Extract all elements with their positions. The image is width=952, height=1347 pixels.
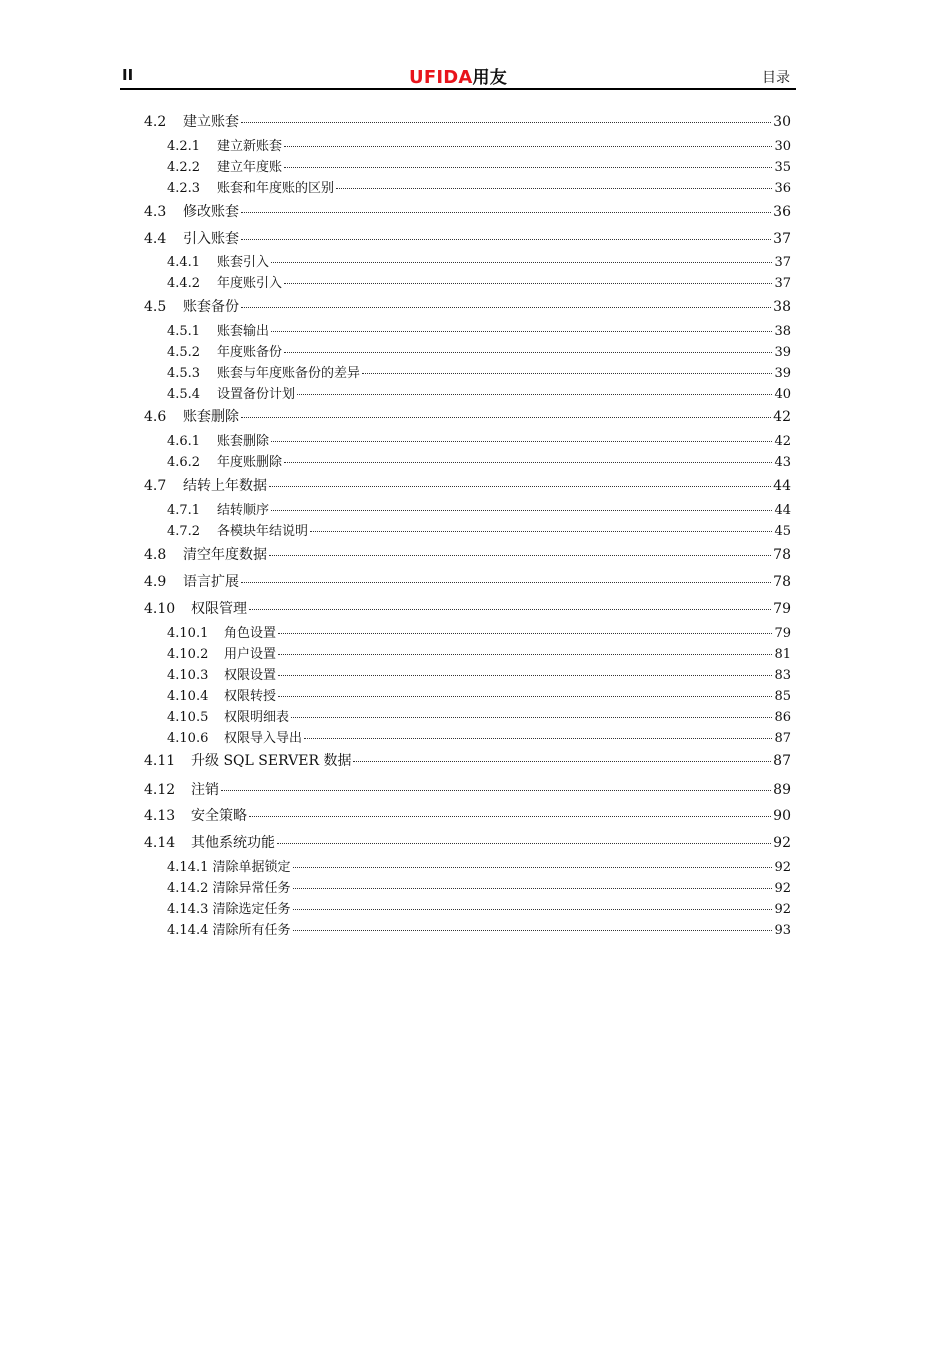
toc-dot-leader [241, 417, 771, 418]
toc-entry-number: 4.5.3 [167, 366, 201, 381]
toc-dot-leader [278, 675, 772, 676]
toc-entry-title: 账套备份 [183, 299, 239, 315]
toc-entry-page: 35 [774, 160, 791, 175]
toc-entry-page: 30 [774, 139, 791, 154]
toc-entry-number: 4.8 [144, 547, 167, 563]
toc-dot-leader [293, 909, 773, 910]
toc-entry[interactable] [167, 362, 791, 381]
toc-dot-leader [271, 262, 772, 263]
toc-entry[interactable] [167, 727, 791, 746]
toc-dot-leader [278, 633, 772, 634]
toc-entry-page: 38 [773, 299, 791, 315]
toc-entry-number: 4.6.1 [167, 434, 201, 449]
toc-entry-number: 4.5 [144, 299, 167, 315]
toc-entry-page: 30 [773, 114, 791, 130]
toc-dot-leader [241, 212, 771, 213]
toc-entry-title: 账套删除 [217, 434, 270, 449]
toc-entry-page: 43 [774, 455, 791, 470]
toc-entry-page: 45 [774, 524, 791, 539]
toc-entry-title: 清空年度数据 [183, 547, 267, 563]
toc-entry[interactable] [167, 272, 791, 291]
toc-entry-number: 4.14.1 [167, 860, 213, 875]
toc-entry-title: 账套删除 [183, 409, 239, 425]
toc-entry-page: 44 [774, 503, 791, 518]
toc-entry-number: 4.10.3 [167, 668, 209, 683]
toc-entry-number: 4.10.1 [167, 626, 209, 641]
toc-entry-number: 4.2.3 [167, 181, 201, 196]
toc-entry-title: 结转上年数据 [183, 478, 267, 494]
brand-name: UFIDA [409, 67, 473, 88]
toc-entry[interactable] [167, 383, 791, 402]
toc-entry-number: 4.14.4 [167, 923, 213, 938]
toc-entry-number: 4.2.1 [167, 139, 201, 154]
toc-entry-title: 权限明细表 [224, 710, 290, 725]
toc-dot-leader [291, 717, 772, 718]
toc-entry[interactable] [144, 598, 791, 618]
toc-entry-page: 87 [774, 731, 791, 746]
toc-entry[interactable] [167, 177, 791, 196]
page-number: II [122, 66, 134, 84]
toc-dot-leader [278, 654, 772, 655]
toc-entry[interactable] [144, 475, 791, 495]
toc-entry-page: 40 [774, 387, 791, 402]
toc-entry[interactable] [144, 544, 791, 564]
toc-entry-page: 42 [774, 434, 791, 449]
toc-entry[interactable] [167, 919, 791, 938]
toc-entry-page: 39 [774, 345, 791, 360]
toc-entry-title: 设置备份计划 [217, 387, 296, 402]
toc-entry-title: 权限转授 [224, 689, 277, 704]
toc-entry-number: 4.5.2 [167, 345, 201, 360]
toc-dot-leader [284, 352, 772, 353]
toc-entry[interactable] [144, 832, 791, 852]
toc-entry-number: 4.6.2 [167, 455, 201, 470]
toc-dot-leader [310, 531, 772, 532]
toc-entry-number: 4.7.2 [167, 524, 201, 539]
toc-entry-page: 36 [774, 181, 791, 196]
toc-entry[interactable] [167, 643, 791, 662]
toc-entry-page: 81 [774, 647, 791, 662]
toc-entry[interactable] [167, 135, 791, 154]
toc-entry[interactable] [167, 520, 791, 539]
toc-entry-page: 87 [773, 753, 791, 769]
toc-entry-number: 4.11 [144, 753, 176, 769]
toc-entry-page: 37 [773, 231, 791, 247]
toc-entry-page: 92 [773, 835, 791, 851]
toc-entry[interactable] [167, 685, 791, 704]
toc-entry-title: 年度账删除 [217, 455, 283, 470]
toc-dot-leader [241, 307, 771, 308]
toc-entry-page: 89 [773, 782, 791, 798]
toc-entry-page: 78 [773, 547, 791, 563]
toc-dot-leader [284, 167, 772, 168]
toc-entry-title: 注销 [191, 782, 219, 798]
toc-entry-title: 清除异常任务 [212, 881, 291, 896]
toc-entry-page: 93 [774, 923, 791, 938]
toc-entry-number: 4.10.4 [167, 689, 209, 704]
toc-entry-page: 83 [774, 668, 791, 683]
toc-entry-page: 44 [773, 478, 791, 494]
toc-entry[interactable] [167, 664, 791, 683]
toc-entry-page: 79 [774, 626, 791, 641]
toc-entry-number: 4.4.1 [167, 255, 201, 270]
toc-dot-leader [271, 441, 772, 442]
toc-entry[interactable] [144, 406, 791, 426]
toc-entry-title: 结转顺序 [217, 503, 270, 518]
toc-entry-page: 86 [774, 710, 791, 725]
toc-entry-title: 账套引入 [217, 255, 270, 270]
toc-entry-title: 账套与年度账备份的差异 [217, 366, 361, 381]
toc-entry-title: 角色设置 [224, 626, 277, 641]
toc-dot-leader [293, 867, 773, 868]
toc-entry[interactable] [144, 296, 791, 316]
toc-entry-page: 85 [774, 689, 791, 704]
toc-entry-title: 清除单据锁定 [212, 860, 291, 875]
toc-dot-leader [271, 331, 772, 332]
toc-entry-number: 4.9 [144, 574, 167, 590]
toc-entry-number: 4.13 [144, 808, 176, 824]
toc-dot-leader [241, 239, 771, 240]
toc-entry-page: 37 [774, 255, 791, 270]
toc-entry[interactable] [144, 779, 791, 799]
toc-entry-title: 其他系统功能 [191, 835, 275, 851]
toc-entry-number: 4.14.2 [167, 881, 213, 896]
toc-entry-number: 4.4.2 [167, 276, 201, 291]
toc-dot-leader [284, 283, 772, 284]
toc-entry-number: 4.14 [144, 835, 176, 851]
toc-entry[interactable] [144, 805, 791, 825]
toc-entry[interactable] [167, 856, 791, 875]
toc-entry-title: 升级 SQL SERVER 数据 [191, 753, 352, 769]
toc-entry-number: 4.5.1 [167, 324, 201, 339]
toc-entry[interactable] [167, 341, 791, 360]
toc-dot-leader [249, 609, 771, 610]
toc-dot-leader [293, 930, 773, 931]
toc-dot-leader [284, 146, 772, 147]
toc-entry-number: 4.6 [144, 409, 167, 425]
toc-entry[interactable] [167, 251, 791, 270]
toc-entry-title: 建立年度账 [217, 160, 283, 175]
toc-entry-number: 4.3 [144, 204, 167, 220]
toc-entry[interactable] [167, 430, 791, 449]
toc-entry[interactable] [167, 499, 791, 518]
toc-dot-leader [278, 696, 772, 697]
toc-entry[interactable] [144, 571, 791, 591]
toc-entry-page: 38 [774, 324, 791, 339]
toc-dot-leader [293, 888, 773, 889]
toc-dot-leader [362, 373, 772, 374]
toc-entry-title: 年度账引入 [217, 276, 283, 291]
toc-entry[interactable] [167, 156, 791, 175]
toc-dot-leader [241, 122, 771, 123]
toc-entry[interactable] [167, 320, 791, 339]
toc-entry-title: 安全策略 [191, 808, 247, 824]
toc-entry-title: 清除所有任务 [212, 923, 291, 938]
toc-entry-number: 4.7.1 [167, 503, 201, 518]
brand-name-cn: 用友 [472, 68, 507, 88]
toc-entry-number: 4.2.2 [167, 160, 201, 175]
toc-entry-title: 权限导入导出 [224, 731, 303, 746]
toc-entry-number: 4.5.4 [167, 387, 201, 402]
toc-entry-title: 年度账备份 [217, 345, 283, 360]
toc-dot-leader [269, 486, 771, 487]
toc-entry[interactable] [167, 898, 791, 917]
toc-entry-number: 4.10 [144, 601, 176, 617]
toc-dot-leader [249, 816, 771, 817]
toc-entry-number: 4.10.5 [167, 710, 209, 725]
toc-entry-title: 建立账套 [183, 114, 239, 130]
toc-dot-leader [304, 738, 772, 739]
toc-entry-title: 清除选定任务 [212, 902, 291, 917]
toc-entry-title: 权限设置 [224, 668, 277, 683]
toc-entry-page: 37 [774, 276, 791, 291]
toc-entry-title: 语言扩展 [183, 574, 239, 590]
toc-entry-number: 4.10.6 [167, 731, 209, 746]
toc-entry[interactable] [144, 111, 791, 131]
toc-dot-leader [271, 510, 772, 511]
toc-dot-leader [269, 555, 771, 556]
toc-dot-leader [284, 462, 772, 463]
toc-entry-title: 账套和年度账的区别 [217, 181, 335, 196]
toc-dot-leader [241, 582, 771, 583]
toc-entry[interactable] [144, 750, 791, 770]
toc-dot-leader [353, 761, 771, 762]
toc-entry[interactable] [167, 877, 791, 896]
toc-entry-number: 4.4 [144, 231, 167, 247]
toc-entry-title: 修改账套 [183, 204, 239, 220]
toc-entry-page: 90 [773, 808, 791, 824]
toc-entry[interactable] [167, 622, 791, 641]
toc-dot-leader [297, 394, 772, 395]
toc-entry-number: 4.14.3 [167, 902, 213, 917]
toc-entry[interactable] [144, 201, 791, 221]
section-title: 目录 [762, 70, 790, 86]
toc-entry-title: 建立新账套 [217, 139, 283, 154]
toc-entry[interactable] [167, 706, 791, 725]
toc-entry-page: 79 [773, 601, 791, 617]
toc-entry-page: 42 [773, 409, 791, 425]
toc-entry-title: 各模块年结说明 [217, 524, 309, 539]
toc-entry-title: 账套输出 [217, 324, 270, 339]
toc-entry-number: 4.2 [144, 114, 167, 130]
toc-entry[interactable] [167, 451, 791, 470]
toc-dot-leader [221, 790, 771, 791]
toc-entry-page: 36 [773, 204, 791, 220]
toc-entry-page: 78 [773, 574, 791, 590]
toc-entry-number: 4.7 [144, 478, 167, 494]
toc-entry-page: 92 [774, 860, 791, 875]
toc-entry-page: 92 [774, 902, 791, 917]
toc-entry[interactable] [144, 228, 791, 248]
toc-entry-title: 用户设置 [224, 647, 277, 662]
toc-entry-title: 权限管理 [191, 601, 247, 617]
toc-entry-page: 92 [774, 881, 791, 896]
toc-dot-leader [336, 188, 772, 189]
toc-entry-title: 引入账套 [183, 231, 239, 247]
toc-dot-leader [277, 843, 771, 844]
toc-entry-number: 4.10.2 [167, 647, 209, 662]
toc-entry-number: 4.12 [144, 782, 176, 798]
toc-entry-page: 39 [774, 366, 791, 381]
